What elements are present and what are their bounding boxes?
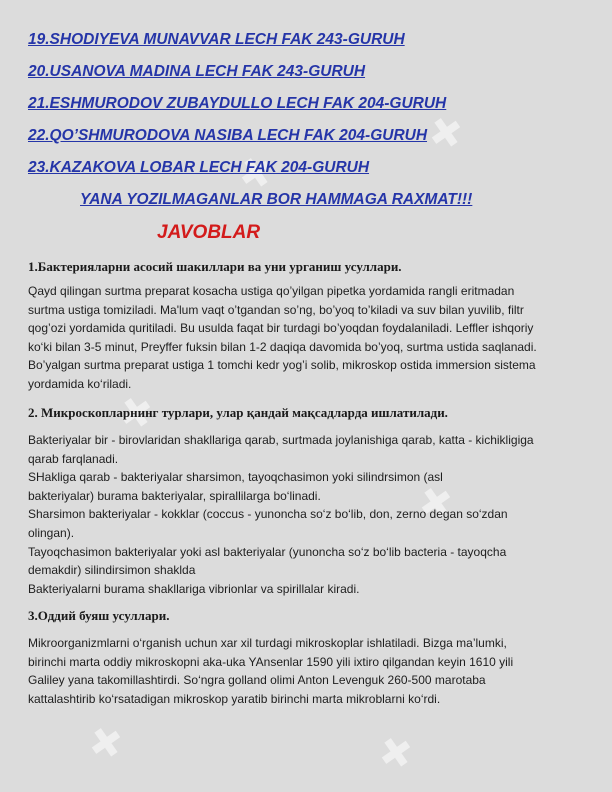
- paragraph-line: bakteriyalar) burama bakteriyalar, spirallilarga bo‘linadi.: [28, 488, 321, 503]
- paragraph-line: Mikroorganizmlarni o‘rganish uchun xar xil turdagi mikroskoplar ishlatiladi. Bizga ma’lumki,: [28, 636, 507, 650]
- section-1-heading: 1.Бактерияларни асосий шакиллари ва уни урганиш усуллари.: [28, 259, 402, 274]
- paragraph-line: Galiley yana takomillashtirdi. So‘ngra golland olimi Anton Levenguk 260-500 marotaba: [28, 673, 486, 688]
- name-line-20: 20.USANOVA MADINA LECH FAK 243-GURUH: [28, 63, 366, 80]
- section-2-body: [28, 431, 593, 598]
- name-line-22: 22.QO’SHMURODOVA NASIBA LECH FAK 204-GURUH: [28, 127, 428, 144]
- section-3-heading: 3.Оддий буяш усуллари.: [28, 608, 170, 623]
- watermark-logo: ✚: [230, 143, 286, 203]
- section-3-body: [28, 634, 593, 708]
- watermark-logo: ✚: [110, 383, 166, 443]
- name-line-23: 23.KAZAKOVA LOBAR LECH FAK 204-GURUH: [28, 159, 370, 176]
- watermark-logo: ✚: [80, 713, 136, 773]
- name-line-21: 21.ESHMURODOV ZUBAYDULLO LECH FAK 204-GURUH: [28, 95, 447, 112]
- paragraph-line: olingan).: [28, 525, 75, 540]
- section-2-heading: 2. Микроскопларнинг турлари, улар қандай мақсадларда ишлатилади.: [28, 405, 448, 420]
- paragraph-line: kattalashtirib ko‘rsatadigan mikroskop yaratib birinchi marta mikroblarni ko‘rdi.: [28, 691, 441, 706]
- paragraph-line: Sharsimon bakteriyalar - kokklar (coccus - yunoncha so‘z bo‘lib, don, zerno degan so‘zdan: [28, 507, 508, 522]
- paragraph-line: demakdir) silindirsimon shaklda: [28, 563, 196, 578]
- name-line-19: 19.SHODIYEVA MUNAVVAR LECH FAK 243-GURUH: [28, 31, 405, 48]
- watermark-logo: ✚: [420, 103, 476, 163]
- paragraph-line: Bakteriyalar bir - birovlaridan shakllariga qarab, surtmada joylanishiga qarab, katta - kichikligiga: [28, 433, 534, 447]
- paragraph-line: birinchi marta oddiy mikroskopni aka-uka YAnsenlar 1590 yili ixtiro qilgandan keyin 1610 yili: [28, 654, 514, 669]
- paragraph-line: Bo’yalgan surtma preparat ustiga 1 tomchi kedr yog’i solib, mikroskop ostida immersion sistema: [28, 358, 536, 373]
- paragraph-line: ko‘ki bilan 3-5 minut, Preyffer fuksin bilan 1-2 daqiqa davomida bo’yoq, surtma ustida saqlanadi.: [28, 339, 537, 354]
- paragraph-line: surtma ustiga tomiziladi. Ma'lum vaqt o’tgandan so’ng, bo’yoq to’kiladi va suv bilan yuvilib, filtr: [28, 302, 524, 317]
- paragraph-line: Qayd qilingan surtma preparat kosacha ustiga qo’yilgan pipetka yordamida rangli eritmadan: [28, 284, 515, 298]
- paragraph-line: Tayoqchasimon bakteriyalar yoki asl bakteriyalar (yunoncha so‘z bo‘lib bacteria - tayoqcha: [28, 544, 507, 559]
- paragraph-line: SHakliga qarab - bakteriyalar sharsimon, tayoqchasimon yoki silindrsimon (asl: [28, 470, 443, 485]
- section-1-body: [28, 282, 593, 394]
- answers-title: JAVOBLAR: [157, 222, 261, 243]
- paragraph-line: qog’ozi yordamida quritiladi. Bu usulda faqat bir turdagi bo’yoqdan foydalaniladi. Leffler ishqoriy: [28, 321, 534, 336]
- watermark-logo: ✚: [370, 723, 426, 783]
- thanks-note: YANA YOZILMAGANLAR BOR HAMMAGA RAXMAT!!!: [80, 191, 473, 208]
- paragraph-line: yordamida ko‘riladi.: [28, 376, 132, 391]
- watermark-logo: ✚: [410, 473, 466, 533]
- paragraph-line: Bakteriyalarni burama shakllariga vibrionlar va spirillalar kiradi.: [28, 581, 360, 596]
- paragraph-line: qarab farqlanadi.: [28, 451, 119, 466]
